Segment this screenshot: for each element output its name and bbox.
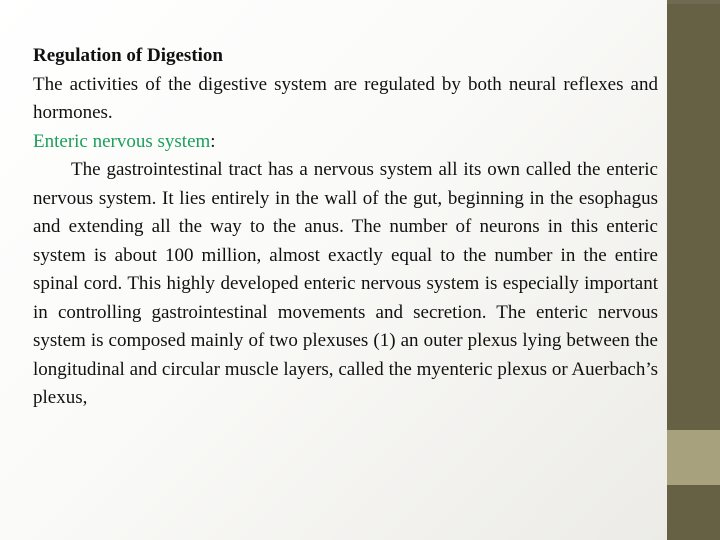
section-colon: :: [210, 130, 216, 152]
sidebar-accent-block: [667, 430, 720, 485]
decorative-sidebar: [667, 0, 720, 540]
section-heading: [33, 128, 658, 157]
slide-title: Regulation of Digestion: [33, 45, 223, 66]
sidebar-top-stripe: [667, 0, 720, 4]
body-paragraph: The gastrointestinal tract has a nervous system all its own called the enteric nervous system. It lies entirely in the wall of the gut, beginning in the esophagus and extending all the way to the anus. The number of neurons in this enteric system is about 100 million, almost exactly equal to the number in the entire spinal cord. This highly developed enteric nervous system is especially important in controlling gastrointestinal movements and secretion. The enteric nervous system is composed mainly of two plexuses (1) an outer plexus lying between the longitudinal and circular muscle layers, called the myenteric plexus or Auerbach’s plexus,: [33, 159, 658, 408]
intro-paragraph: The activities of the digestive system are regulated by both neural reflexes and hormones.: [33, 73, 658, 123]
section-term: Enteric nervous system: [33, 130, 211, 152]
slide-text-block: [33, 42, 658, 413]
